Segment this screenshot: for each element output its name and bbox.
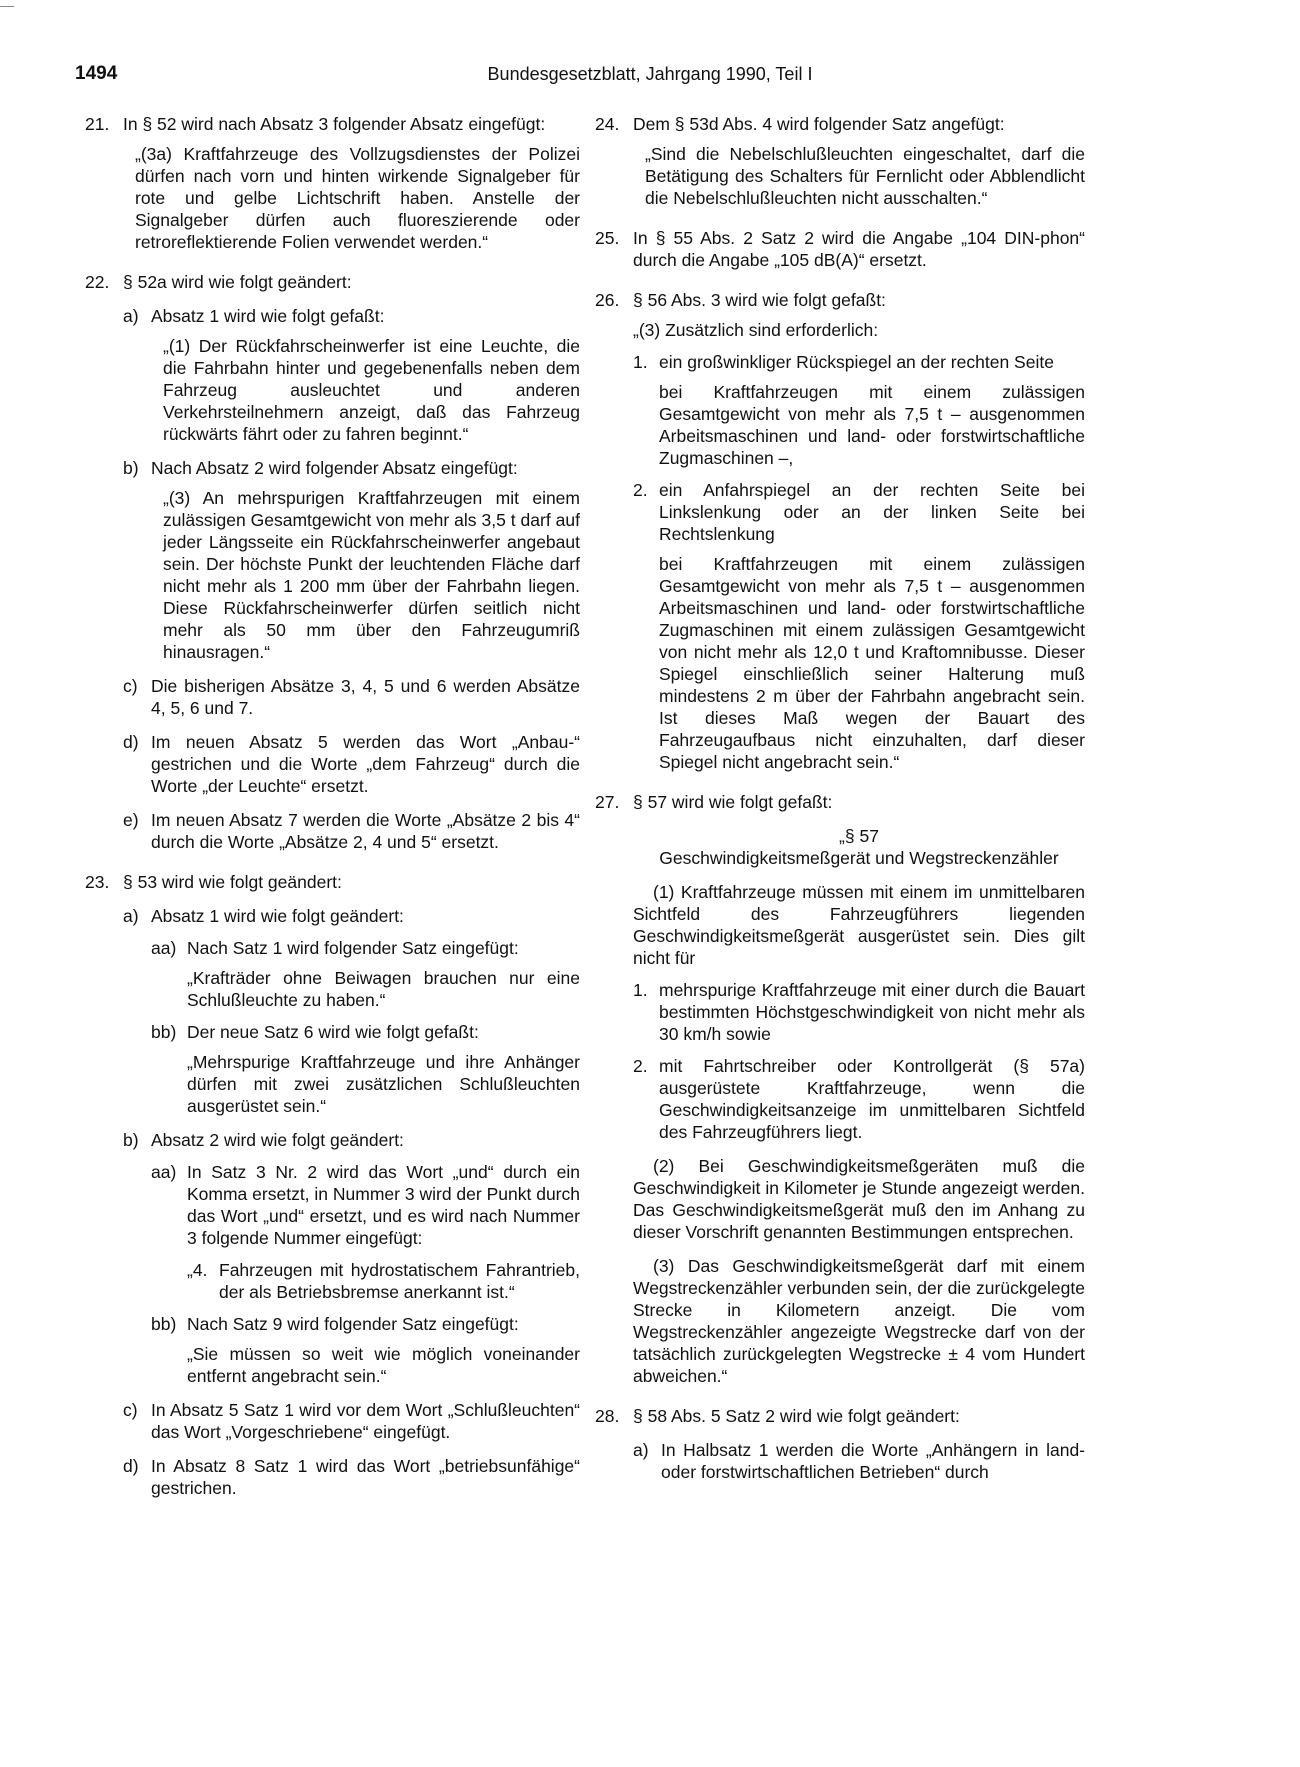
quoted-text: „Mehrspurige Kraftfahrzeuge und ihre Anhänger dürfen mit zwei zusätzlichen Schlußleuchten ausgerüstet sein.“ — [187, 1052, 580, 1116]
numbered-detail: bei Kraftfahrzeugen mit einem zulässigen Gesamtgewicht von mehr als 7,5 t – ausgenommen Arbeitsmaschinen und land- oder forstwirtschaftliche Zugmaschinen mit einem zulässigen Gesamtgewicht von nicht mehr als 12,0 t und Kraftomnibusse. Dieser Spiegel einschließlich seiner Halterung muß mindestens 2 m über der Fahrbahn angebracht sein. Ist dieses Maß wegen der Bauart des Fahrzeugaufbaus nicht einzuhalten, darf dieser Spiegel nicht angebracht sein.“ — [659, 554, 1085, 772]
quoted-text: „Sie müssen so weit wie möglich voneinander entfernt angebracht sein.“ — [187, 1344, 580, 1386]
item-23 — [85, 871, 580, 1499]
item-25 — [595, 227, 1085, 271]
subitem-text: Absatz 2 wird wie folgt geändert: — [151, 1130, 404, 1150]
quoted-intro: „(3) Zusätzlich sind erforderlich: — [633, 320, 879, 340]
subitem-text: In Absatz 5 Satz 1 wird vor dem Wort „Schlußleuchten“ das Wort „Vorgeschriebene“ eingefügt. — [151, 1400, 580, 1442]
subitem-text: Absatz 1 wird wie folgt gefaßt: — [151, 306, 385, 326]
section-title: Geschwindigkeitsmeßgerät und Wegstreckenzähler — [659, 848, 1059, 868]
subsubitem-bb — [151, 1021, 580, 1117]
subitem-text: In Absatz 8 Satz 1 wird das Wort „betriebsunfähige“ gestrichen. — [151, 1456, 580, 1498]
item-text: § 58 Abs. 5 Satz 2 wird wie folgt geändert: — [633, 1406, 960, 1426]
quoted-number-label: „4. — [187, 1260, 208, 1280]
subsubitem-text: In Satz 3 Nr. 2 wird das Wort „und“ durch ein Komma ersetzt, in Nummer 3 wird der Punkt durch das Wort „und“ ersetzt, und es wird nach Nummer 3 folgende Nummer eingefügt: — [187, 1162, 580, 1248]
quoted-text: „(1) Der Rückfahrscheinwerfer ist eine Leuchte, die die Fahrbahn hinter und gegebenenfalls neben dem Fahrzeug ausleuchtet und anderen Verkehrsteilnehmern anzeigt, daß das Fahrzeug rückwärts fährt oder zu fahren beginnt.“ — [163, 336, 580, 444]
left-column — [85, 113, 580, 1517]
subsubitem-aa — [151, 1161, 580, 1303]
numbered-text: mehrspurige Kraftfahrzeuge mit einer durch die Bauart bestimmten Höchstgeschwindigkeit von nicht mehr als 30 km/h sowie — [659, 980, 1085, 1044]
subsubitem-text: Nach Satz 1 wird folgender Satz eingefügt: — [187, 938, 519, 958]
subitem-text: Die bisherigen Absätze 3, 4, 5 und 6 werden Absätze 4, 5, 6 und 7. — [151, 676, 580, 718]
numbered-label: 1. — [633, 352, 648, 372]
subitem-b — [123, 457, 580, 663]
subitem-text: In Halbsatz 1 werden die Worte „Anhängern in land- oder forstwirtschaftlichen Betrieben“ durch — [661, 1440, 1085, 1482]
quoted-text: „Sind die Nebelschlußleuchten eingeschaltet, darf die Betätigung des Schalters für Fernlicht oder Abblendlicht die Nebelschlußleuchten nicht ausschalten.“ — [645, 144, 1085, 208]
subitem-b — [123, 1129, 580, 1387]
subitem-text: Im neuen Absatz 7 werden die Worte „Absätze 2 bis 4“ durch die Worte „Absätze 2, 4 und 5“ ersetzt. — [151, 810, 580, 852]
subitem-label: a) — [633, 1440, 649, 1460]
section-number: „§ 57 — [839, 826, 879, 846]
subsubitem-label: bb) — [151, 1314, 177, 1334]
page-number: 1494 — [75, 63, 118, 84]
subitem-c — [123, 675, 580, 719]
numbered-label: 2. — [633, 480, 648, 500]
numbered-item-1 — [633, 351, 1085, 469]
item-text: § 52a wird wie folgt geändert: — [123, 272, 352, 292]
subitem-text: Nach Absatz 2 wird folgender Absatz eingefügt: — [151, 458, 518, 478]
numbered-item-1 — [633, 979, 1085, 1045]
item-text: Dem § 53d Abs. 4 wird folgender Satz angefügt: — [633, 114, 1005, 134]
subsubitem-bb — [151, 1313, 580, 1387]
item-number: 25. — [595, 228, 620, 248]
subitem-a — [633, 1439, 1085, 1483]
item-text: In § 52 wird nach Absatz 3 folgender Absatz eingefügt: — [123, 114, 546, 134]
numbered-item-2 — [633, 479, 1085, 773]
subitem-label: b) — [123, 1130, 139, 1150]
paragraph-3: (3) Das Geschwindigkeitsmeßgerät darf mit einem Wegstreckenzähler verbunden sein, der die zurückgelegte Strecke in Kilometern anzeigt. Die vom Wegstreckenzähler angezeigte Wegstrecke darf von der tatsächlich zurückgelegten Wegstrecke ± 4 vom Hundert abweichen.“ — [633, 1256, 1085, 1386]
item-text: In § 55 Abs. 2 Satz 2 wird die Angabe „104 DIN-phon“ durch die Angabe „105 dB(A)“ ersetzt. — [633, 228, 1085, 270]
subitem-label: d) — [123, 1456, 139, 1476]
item-26 — [595, 289, 1085, 773]
numbered-label: 2. — [633, 1056, 648, 1076]
numbered-text: ein großwinkliger Rückspiegel an der rechten Seite — [659, 352, 1054, 372]
quoted-text: „(3) An mehrspurigen Kraftfahrzeugen mit einem zulässigen Gesamtgewicht von mehr als 3,5 t darf auf jeder Längsseite ein Rückfahrscheinwerfer angebaut sein. Der höchste Punkt der leuchtenden Fläche darf nicht mehr als 1 200 mm über der Fahrbahn liegen. Diese Rückfahrscheinwerfer dürfen seitlich nicht mehr als 50 mm über den Fahrzeugumriß hinausragen.“ — [163, 488, 580, 662]
subitem-d — [123, 731, 580, 797]
subitem-label: b) — [123, 458, 139, 478]
subitem-label: a) — [123, 306, 139, 326]
subitem-a — [123, 905, 580, 1117]
subitem-text: Absatz 1 wird wie folgt geändert: — [151, 906, 404, 926]
subitem-c — [123, 1399, 580, 1443]
subsubitem-aa — [151, 937, 580, 1011]
paragraph-1: (1) Kraftfahrzeuge müssen mit einem im unmittelbaren Sichtfeld des Fahrzeugführers liegenden Geschwindigkeitsmeßgerät ausgerüstet sein. Dies gilt nicht für — [633, 882, 1085, 968]
item-number: 23. — [85, 872, 110, 892]
quoted-text: Fahrzeugen mit hydrostatischem Fahrantrieb, der als Betriebsbremse anerkannt ist.“ — [219, 1260, 580, 1302]
numbered-text: ein Anfahrspiegel an der rechten Seite bei Linkslenkung oder an der linken Seite bei Rechtslenkung — [659, 480, 1085, 544]
item-24 — [595, 113, 1085, 209]
item-21 — [85, 113, 580, 253]
subitem-label: a) — [123, 906, 139, 926]
item-text: § 53 wird wie folgt geändert: — [123, 872, 342, 892]
item-number: 22. — [85, 272, 110, 292]
quoted-text: „Krafträder ohne Beiwagen brauchen nur eine Schlußleuchte zu haben.“ — [187, 968, 580, 1010]
right-column — [595, 113, 1085, 1501]
subitem-e — [123, 809, 580, 853]
subitem-a — [123, 305, 580, 445]
item-text: § 57 wird wie folgt gefaßt: — [633, 792, 833, 812]
numbered-label: 1. — [633, 980, 648, 1000]
numbered-text: mit Fahrtschreiber oder Kontrollgerät (§ 57a) ausgerüstete Kraftfahrzeuge, wenn die Geschwindigkeitsanzeige im unmittelbaren Sichtfeld des Fahrzeugführers liegt. — [659, 1056, 1085, 1142]
item-text: § 56 Abs. 3 wird wie folgt gefaßt: — [633, 290, 886, 310]
item-number: 24. — [595, 114, 620, 134]
subsubitem-label: bb) — [151, 1022, 177, 1042]
subsubitem-text: Der neue Satz 6 wird wie folgt gefaßt: — [187, 1022, 479, 1042]
subsubitem-label: aa) — [151, 938, 177, 958]
subsubitem-label: aa) — [151, 1162, 177, 1182]
subitem-label: e) — [123, 810, 139, 830]
subitem-label: c) — [123, 1400, 138, 1420]
subitem-text: Im neuen Absatz 5 werden das Wort „Anbau-“ gestrichen und die Worte „dem Fahrzeug“ durch die Worte „der Leuchte“ ersetzt. — [151, 732, 580, 796]
item-number: 21. — [85, 114, 110, 134]
quoted-text: „(3a) Kraftfahrzeuge des Vollzugsdienstes der Polizei dürfen nach vorn und hinten wirkende Signalgeber für rote und gelbe Lichtschrift haben. Anstelle der Signalgeber dürfen auch fluoreszierende oder retroreflektierende Folien verwendet werden.“ — [135, 144, 580, 252]
item-number: 28. — [595, 1406, 620, 1426]
item-number: 26. — [595, 290, 620, 310]
subitem-d — [123, 1455, 580, 1499]
numbered-detail: bei Kraftfahrzeugen mit einem zulässigen Gesamtgewicht von mehr als 7,5 t – ausgenommen Arbeitsmaschinen und land- oder forstwirtschaftliche Zugmaschinen –, — [659, 382, 1085, 468]
numbered-item-2 — [633, 1055, 1085, 1143]
item-number: 27. — [595, 792, 620, 812]
subsubitem-text: Nach Satz 9 wird folgender Satz eingefügt: — [187, 1314, 519, 1334]
item-27 — [595, 791, 1085, 1387]
subitem-label: d) — [123, 732, 139, 752]
corner-mark — [0, 6, 14, 7]
item-22 — [85, 271, 580, 853]
quoted-number-item — [187, 1259, 580, 1303]
subitem-label: c) — [123, 676, 138, 696]
running-header: Bundesgesetzblatt, Jahrgang 1990, Teil I — [487, 64, 813, 84]
item-28 — [595, 1405, 1085, 1483]
paragraph-2: (2) Bei Geschwindigkeitsmeßgeräten muß die Geschwindigkeit in Kilometer je Stunde angezeigt werden. Das Geschwindigkeitsmeßgerät muß den im Anhang zu dieser Vorschrift genannten Bestimmungen entsprechen. — [633, 1156, 1085, 1242]
